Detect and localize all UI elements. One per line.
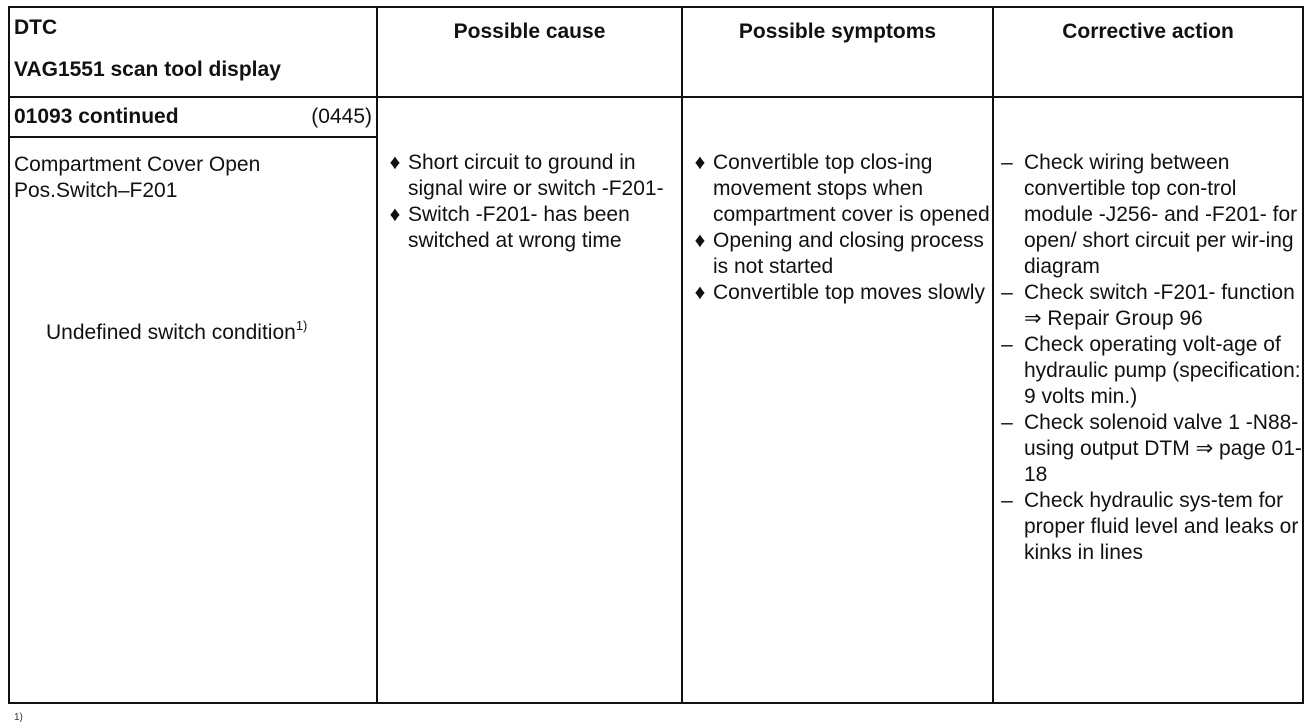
footnote-ref: 1) bbox=[295, 318, 308, 333]
dtc-header-label: DTC bbox=[14, 16, 58, 39]
dtc-code-alt: (0445) bbox=[311, 105, 372, 128]
dtc-code: 01093 continued bbox=[14, 105, 179, 128]
dash-marker: – bbox=[1001, 151, 1013, 174]
action-item-text: Check hydraulic sys-tem for proper fluid level and leaks or kinks in lines bbox=[1024, 489, 1299, 564]
action-item-text: Check wiring between convertible top con-trol module -J256- and -F201- for open/ short circuit per wir-ing diagram bbox=[1024, 151, 1298, 278]
actions-list bbox=[994, 150, 1302, 566]
possible-cause-cell bbox=[377, 97, 682, 703]
dtc-column-header bbox=[9, 7, 377, 97]
cause-item bbox=[378, 150, 681, 202]
bullet-marker: ♦ bbox=[694, 229, 706, 252]
table-header-row bbox=[9, 7, 1303, 97]
scan-tool-display-header: VAG1551 scan tool display bbox=[14, 58, 281, 81]
symptom-item bbox=[683, 228, 992, 280]
table-row bbox=[9, 97, 1303, 703]
dtc-table bbox=[8, 6, 1304, 704]
cause-item-text: Switch -F201- has been switched at wrong time bbox=[408, 203, 630, 252]
page-footnote-mark: 1) bbox=[14, 712, 23, 723]
possible-symptoms-cell bbox=[682, 97, 993, 703]
action-item bbox=[994, 280, 1302, 332]
dtc-cell bbox=[9, 97, 377, 703]
action-item-text: Check solenoid valve 1 -N88- using output DTM ⇒ page 01-18 bbox=[1024, 411, 1302, 486]
causes-list bbox=[378, 150, 681, 254]
dtc-code-row bbox=[10, 98, 378, 138]
symptom-item-text: Convertible top moves slowly bbox=[713, 281, 985, 304]
symptom-item bbox=[683, 150, 992, 228]
dash-marker: – bbox=[1001, 489, 1013, 512]
action-item-text: Check switch -F201- function ⇒ Repair Group 96 bbox=[1024, 281, 1295, 330]
symptom-item-text: Convertible top clos-ing movement stops when compartment cover is opened bbox=[713, 151, 990, 226]
possible-symptoms-header: Possible symptoms bbox=[682, 7, 993, 97]
action-item-text: Check operating volt-age of hydraulic pump (specification: 9 volts min.) bbox=[1024, 333, 1301, 408]
action-item bbox=[994, 488, 1302, 566]
action-item bbox=[994, 332, 1302, 410]
component-name: Compartment Cover Open Pos.Switch–F201 bbox=[14, 153, 261, 202]
cause-item-text: Short circuit to ground in signal wire or switch -F201- bbox=[408, 151, 664, 200]
dash-marker: – bbox=[1001, 333, 1013, 356]
symptom-item bbox=[683, 280, 992, 306]
possible-cause-header: Possible cause bbox=[377, 7, 682, 97]
fault-condition bbox=[46, 320, 376, 346]
fault-condition-text: Undefined switch condition bbox=[46, 321, 296, 344]
symptoms-list bbox=[683, 150, 992, 306]
action-item bbox=[994, 150, 1302, 280]
symptom-item-text: Opening and closing process is not started bbox=[713, 229, 984, 278]
action-item bbox=[994, 410, 1302, 488]
bullet-marker: ♦ bbox=[389, 151, 401, 174]
bullet-marker: ♦ bbox=[694, 151, 706, 174]
dash-marker: – bbox=[1001, 281, 1013, 304]
corrective-action-cell bbox=[993, 97, 1303, 703]
corrective-action-header: Corrective action bbox=[993, 7, 1303, 97]
bullet-marker: ♦ bbox=[694, 281, 706, 304]
dash-marker: – bbox=[1001, 411, 1013, 434]
bullet-marker: ♦ bbox=[389, 203, 401, 226]
cause-item bbox=[378, 202, 681, 254]
